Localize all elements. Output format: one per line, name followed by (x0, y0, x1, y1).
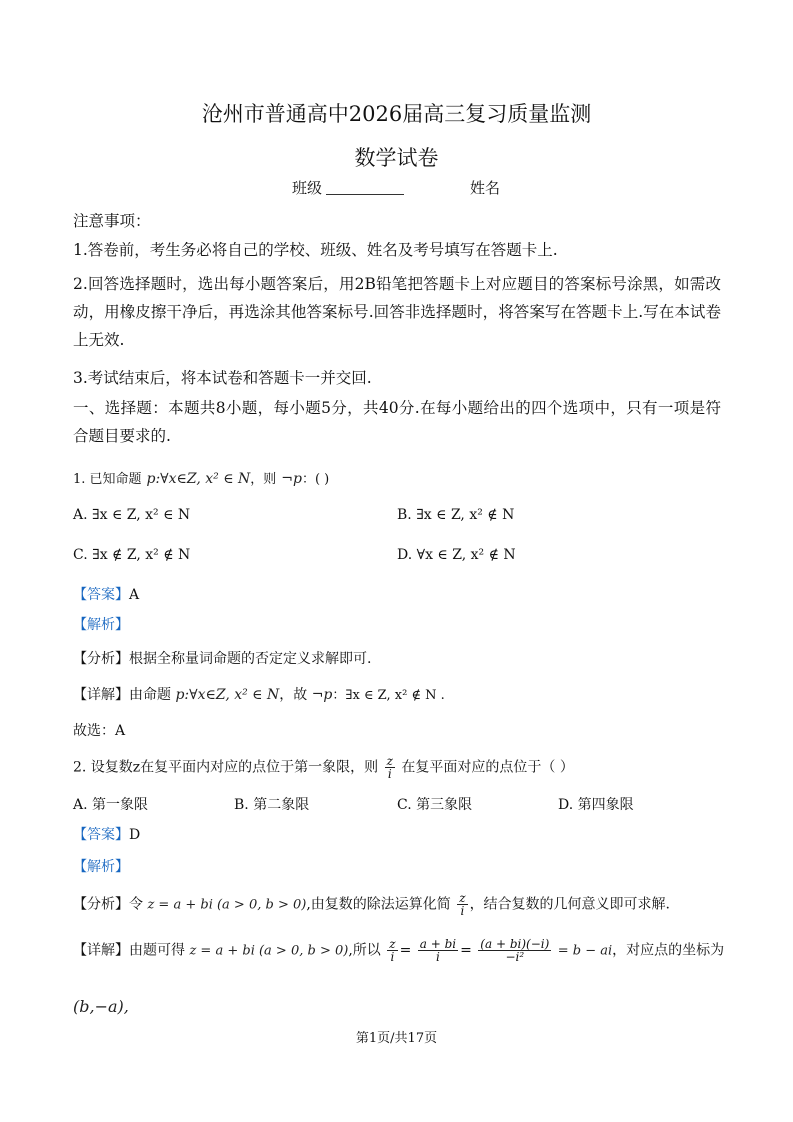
notes-item-2: 2.回答选择题时，选出每小题答案后，用2B铅笔把答题卡上对应题目的答案标号涂黑，如需改动，用橡皮擦干净后，再选涂其他答案标号.回答非选择题时，将答案写在答题卡上.写在本试卷上无效. (73, 275, 721, 349)
q2-option-d: D. 第四象限 (558, 797, 634, 813)
q2-xj-frac1 (387, 938, 397, 963)
q1-option-c: C. ∃x ∉ Z, x² ∉ N (73, 547, 191, 563)
q1-stem-end: ：( ) (301, 472, 330, 487)
class-label: 班级 (292, 179, 323, 197)
q2-frac-num: z (386, 754, 393, 768)
q2-stem-pre: 2. 设复数z在复平面内对应的点位于第一象限，则 (73, 759, 379, 776)
q1-option-a: A. ∃x ∈ Z, x² ∈ N (73, 507, 191, 523)
q1-option-b: B. ∃x ∈ Z, x² ∉ N (397, 507, 515, 523)
q1-stem-prefix: 1. 已知命题 (73, 472, 142, 487)
q1-fenxi-tag: 【分析】 (73, 651, 129, 667)
q2-xj-frac1-den: i (390, 950, 395, 964)
q2-frac-den: i (387, 767, 392, 781)
q2-fenxi-pre: 令 (129, 896, 143, 913)
q1-xiangjie (73, 684, 445, 704)
q2-option-a: A. 第一象限 (73, 797, 149, 813)
q2-fenxi (73, 892, 670, 917)
q2-fenxi-end: ，结合复数的几何意义即可求解. (469, 896, 671, 913)
exam-subtitle: 数学试卷 (354, 146, 439, 170)
q2-fenxi-tag: 【分析】 (73, 896, 129, 913)
notes-item-1: 1.答卷前，考生务必将自己的学校、班级、姓名及考号填写在答题卡上. (73, 241, 558, 259)
q2-xiangjie-tag: 【详解】 (73, 942, 129, 959)
q2-xj-frac2 (418, 938, 458, 963)
q1-analysis-tag: 【解析】 (73, 617, 129, 633)
q1-answer (73, 584, 139, 604)
notes-item-3: 3.考试结束后，将本试卷和答题卡一并交回. (73, 369, 372, 387)
q1-xiangjie-tag: 【详解】 (73, 687, 129, 703)
q1-option-d: D. ∀x ∈ Z, x² ∉ N (397, 547, 516, 563)
q2-coord: (b,−a), (73, 997, 129, 1016)
q2-fenxi-fraction (457, 892, 467, 917)
q1-xiangjie-end: ：∃x ∈ Z, x² ∉ N . (332, 688, 445, 703)
q2-fenxi-mid: ,由复数的除法运算化简 (306, 896, 451, 913)
q1-choose: 故选：A (73, 723, 126, 739)
q1-fenxi (73, 648, 371, 668)
q2-option-b: B. 第二象限 (234, 797, 310, 813)
q2-xiangjie-mid: ,所以 (348, 942, 381, 959)
q2-xiangjie-math: z = a + bi (a > 0, b > 0) (189, 943, 349, 959)
q1-xiangjie-math: p:∀x∈Z, x² ∈ N (175, 687, 280, 703)
q2-answer-tag: 【答案】 (73, 827, 129, 843)
q1-neg-p: ¬p (281, 471, 302, 487)
q1-xiangjie-mid: ，故 (279, 687, 308, 703)
q2-fenxi-frac-den: i (460, 904, 465, 918)
q2-xiangjie-end: ，对应点的坐标为 (612, 942, 725, 959)
q1-fenxi-text: 根据全称量词命题的否定定义求解即可. (129, 651, 372, 667)
q2-xj-frac3 (478, 938, 551, 963)
exam-title: 沧州市普通高中2026届高三复习质量监测 (201, 102, 592, 126)
q2-xj-frac2-den: i (436, 950, 440, 964)
q2-xiangjie-pre: 由题可得 (129, 942, 185, 959)
name-label: 姓名 (470, 179, 501, 197)
q2-stem-post: 在复平面对应的点位于（ ） (401, 759, 574, 776)
section-heading: 一、选择题：本题共8小题，每小题5分，共40分.在每小题给出的四个选项中，只有一项是符合题目要求的. (73, 399, 721, 445)
q2-xj-frac1-num: z (389, 937, 396, 951)
q2-fenxi-frac-num: z (459, 891, 466, 905)
class-field (292, 177, 404, 198)
class-blank (326, 180, 404, 195)
q2-fenxi-math: z = a + bi (a > 0, b > 0) (147, 897, 307, 913)
q2-analysis-tag: 【解析】 (73, 859, 129, 875)
notes-heading: 注意事项： (73, 212, 151, 230)
q2-fraction (385, 755, 395, 780)
q2-answer (73, 824, 140, 844)
q1-stem-math: p:∀x∈Z, x² ∈ N (146, 471, 251, 487)
q2-option-c: C. 第三象限 (397, 797, 473, 813)
q2-stem (73, 755, 574, 780)
q1-stem-suffix: ，则 (250, 472, 277, 487)
q2-answer-value: D (129, 827, 141, 843)
page-footer: 第1页/共17页 (355, 1031, 438, 1046)
q1-answer-tag: 【答案】 (73, 587, 129, 603)
q2-xiangjie: 【详解】由题可得 z = a + bi (a > 0, b > 0),所以 $\frac{z}{i}$ = $\frac{a + bi}{i}$ = $\frac{(a + bi)(-i)}{\text{−i²}}$ = b − ai，对应点的坐标为 (73, 937, 725, 964)
q1-xiangjie-pre: 由命题 (129, 687, 171, 703)
q1-stem (73, 468, 329, 487)
q1-xiangjie-neg: ¬p (311, 687, 333, 703)
q2-xj-frac3-den: −i² (505, 950, 525, 964)
q2-xj-frac3-num: (a + bi)(−i) (480, 937, 550, 951)
q2-xj-result: = b − ai (557, 943, 613, 959)
q2-xj-frac2-num: a + bi (419, 937, 457, 951)
q1-answer-value: A (129, 587, 140, 603)
